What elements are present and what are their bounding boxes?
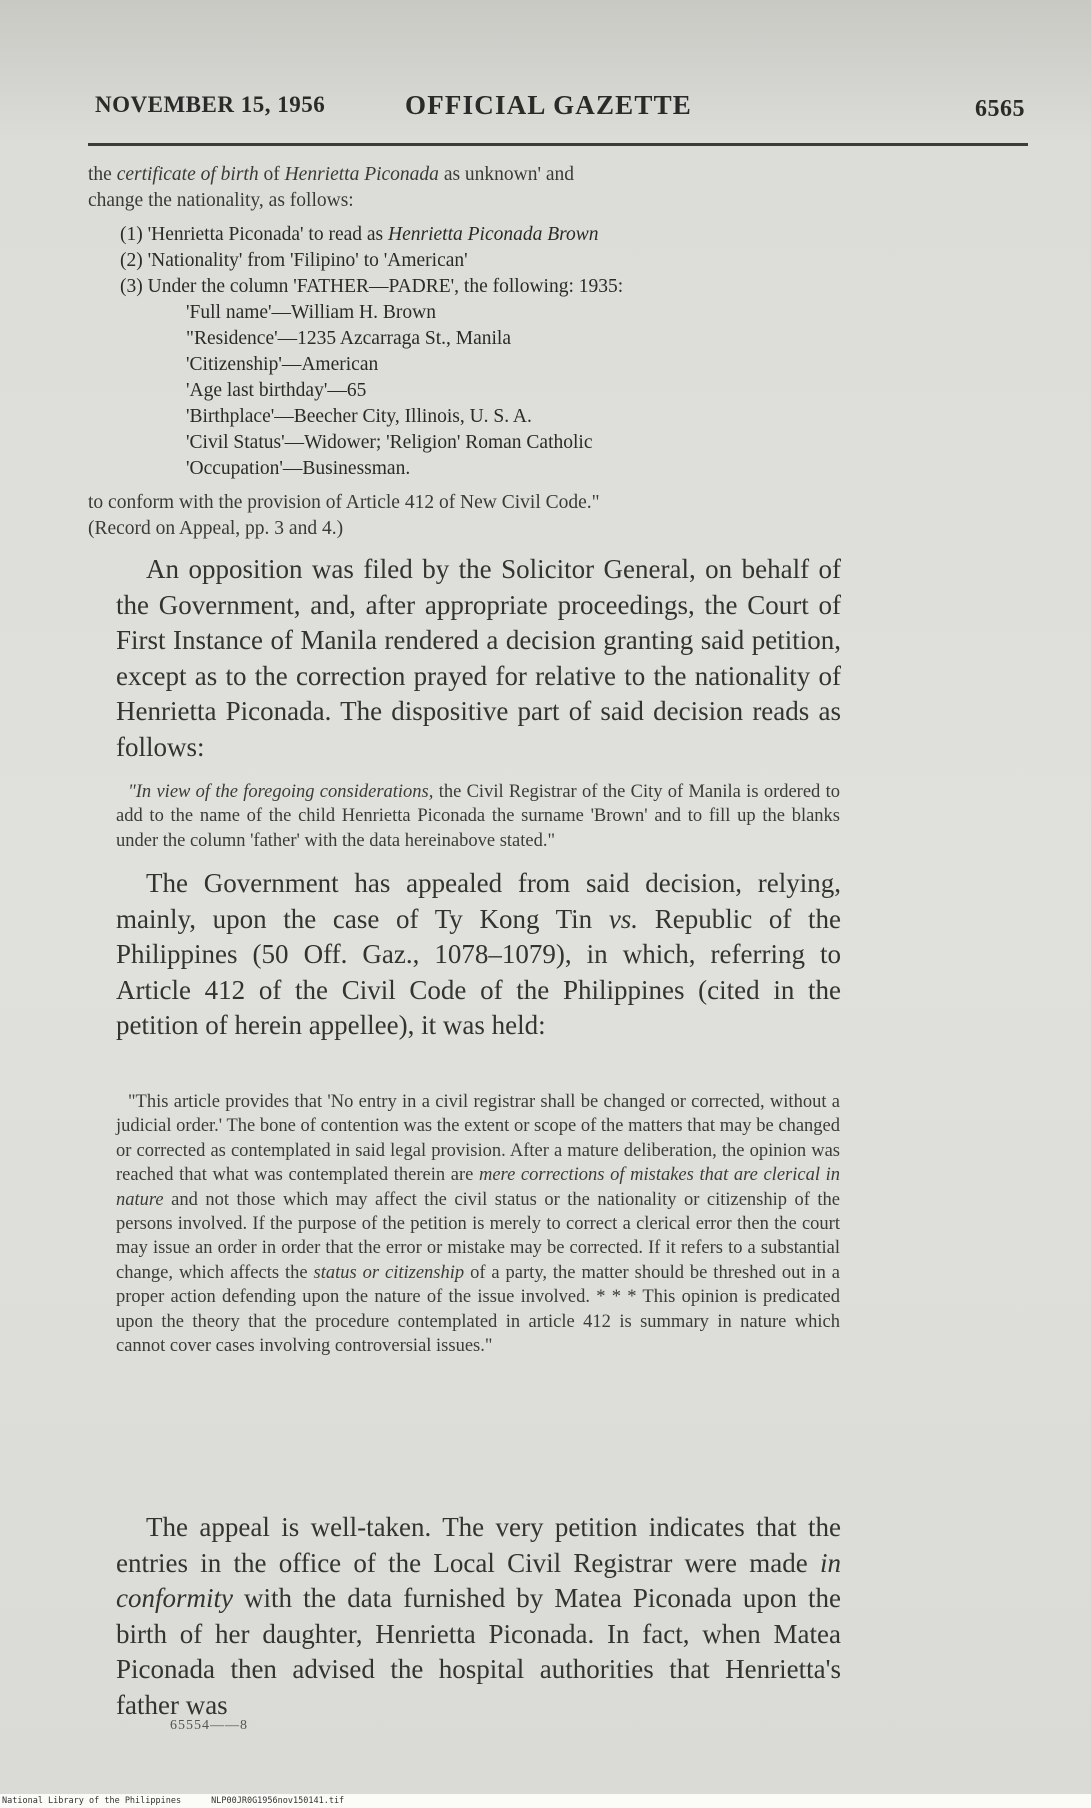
paragraph-appeal: The Government has appealed from said decision, relying, mainly, upon the case of Ty Kong Tin vs. Republic of the Philippines (50 Off. Gaz., 1078–1079), in which, referring to Article 412 of the Civil Code of the Philippines (cited in the petition of herein appellee), it was held: [116, 868, 841, 1040]
scan-source: National Library of the Philippines [2, 1796, 182, 1806]
quote-dispositive: "In view of the foregoing considerations, the Civil Registrar of the City of Manila is ordered to add to the name of the child Henrietta Piconada the surname 'Brown' and to fill up the blanks under the column 'father' with the data hereinabove stated." [116, 782, 840, 851]
paragraph-opposition: An opposition was filed by the Solicitor General, on behalf of the Government, and, after appropriate proceedings, the Court of First Instance of Manila rendered a decision granting said petition, except as to the correction prayed for relative to the nationality of Henrietta Piconada. The dispositive part of said decision reads as follows: [116, 554, 841, 762]
footer-code: 65554——8 [170, 1718, 248, 1733]
scan-info-strip [0, 1794, 1091, 1808]
father-details [186, 300, 886, 482]
list-item: 'Birthplace'—Beecher City, Illinois, U. S. A. [186, 406, 532, 427]
list-item: 'Full name'—William H. Brown [186, 302, 436, 323]
list-item: 'Citizenship'—American [186, 354, 379, 375]
list-item: (1) 'Henrietta Piconada' to read as Henrietta Piconada Brown [120, 224, 599, 245]
list-item: 'Occupation'—Businessman. [186, 458, 411, 479]
intro-text: the certificate of birth of Henrietta Piconada as unknown' and change the nationality, as follows: [88, 164, 575, 211]
header-title: OFFICIAL GAZETTE [405, 90, 693, 120]
paragraph-well-taken: The appeal is well-taken. The very petition indicates that the entries in the office of the Local Civil Registrar were made in conformity with the data furnished by Matea Piconada upon the birth of her daughter, Henrietta Piconada. In fact, when Matea Piconada then advised the hospital authorities that Henrietta's father was [116, 1512, 841, 1720]
list-item: "Residence'—1235 Azcarraga St., Manila [186, 328, 511, 349]
list-item: 'Civil Status'—Widower; 'Religion' Roman Catholic [186, 432, 593, 453]
numbered-corrections [120, 222, 880, 300]
conform-text: to conform with the provision of Article 412 of New Civil Code." (Record on Appeal, pp. 3 and 4.) [88, 492, 600, 539]
list-item: (3) Under the column 'FATHER—PADRE', the following: 1935: [120, 276, 624, 297]
quote-ty-kong-tin: "This article provides that 'No entry in a civil registrar shall be changed or corrected, without a judicial order.' The bone of contention was the extent or scope of the matters that may be changed or corrected as contemplated in said legal provision. After a mature deliberation, the opinion was reached that what was contemplated therein are mere corrections of mistakes that are clerical in nature and not those which may affect the civil status or the nationality or citizenship of the persons involved. If the purpose of the petition is merely to correct a clerical error then the court may issue an order in order that the error or mistake may be corrected. If it refers to a substantial change, which affects the status or citizenship of a party, the matter should be threshed out in a proper action defending upon the nature of the issue involved. * * * This opinion is predicated upon the theory that the procedure contemplated in article 412 is summary in nature which cannot cover cases involving controversial issues." [116, 1092, 841, 1357]
list-item: (2) 'Nationality' from 'Filipino' to 'American' [120, 250, 468, 271]
page-header [95, 92, 1025, 132]
header-rule [88, 143, 1028, 146]
list-item: 'Age last birthday'—65 [186, 380, 367, 401]
header-date: NOVEMBER 15, 1956 [95, 92, 326, 117]
scan-file: NLP00JR0G1956nov150141.tif [211, 1796, 345, 1806]
header-page-number: 6565 [975, 96, 1025, 122]
